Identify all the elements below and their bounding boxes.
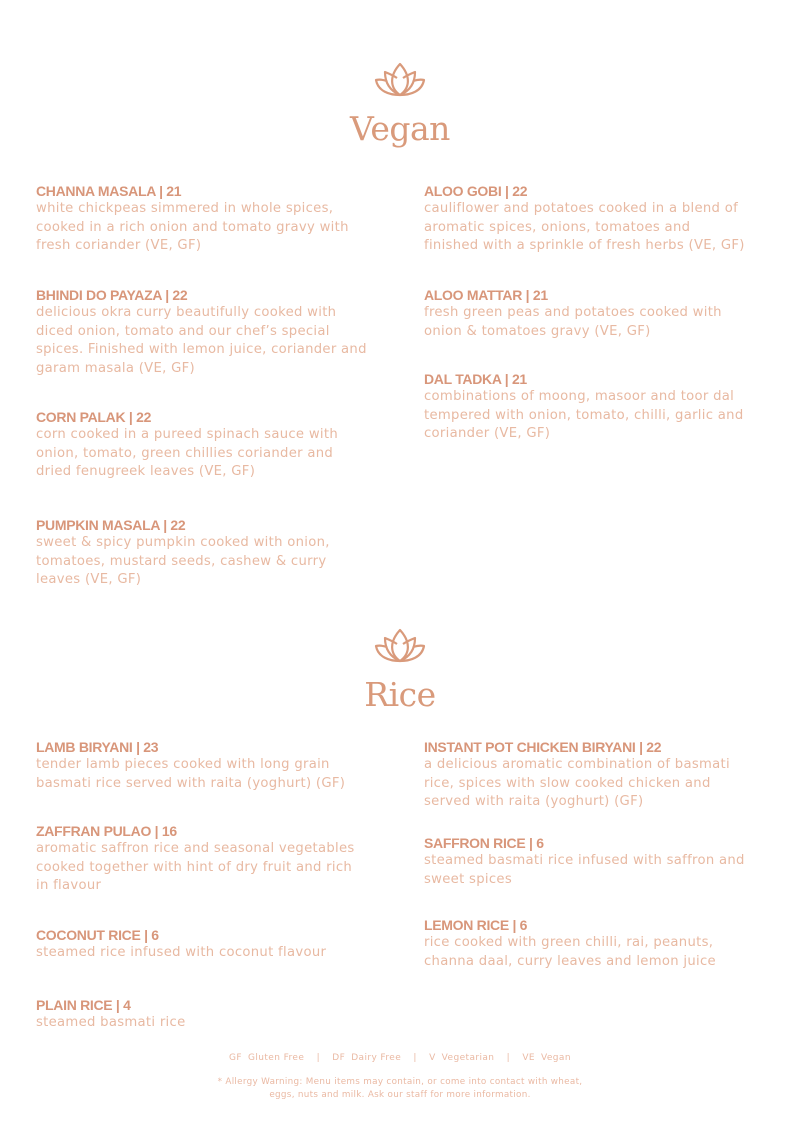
menu-item [36, 822, 396, 896]
dietary-legend [0, 1053, 800, 1063]
legend-label: Vegan [541, 1053, 571, 1063]
section-title: Rice [364, 675, 436, 714]
section-header-vegan [0, 58, 800, 148]
item-name: COCONUT RICE | 6 [36, 927, 159, 943]
menu-item [36, 926, 396, 963]
item-name: LEMON RICE | 6 [424, 917, 528, 933]
menu-item [36, 516, 396, 590]
item-description: corn cooked in a pureed spinach sauce with onion, tomato, green chillies coriander and dried fenugreek leaves (VE, GF) [36, 427, 339, 480]
item-description: tender lamb pieces cooked with long grain basmati rice served with raita (yoghurt) (GF) [36, 757, 346, 791]
menu-item [36, 286, 396, 379]
item-name: BHINDI DO PAYAZA | 22 [36, 287, 188, 303]
menu-item [424, 286, 784, 341]
item-description: steamed basmati rice infused with saffron and sweet spices [424, 853, 745, 887]
legend-label: Vegetarian [441, 1053, 495, 1063]
menu-item [36, 182, 396, 256]
item-description: steamed rice infused with coconut flavour [36, 945, 327, 960]
menu-item [36, 996, 396, 1033]
menu-item [424, 182, 784, 256]
item-description: delicious okra curry beautifully cooked with diced onion, tomato and our chef’s special spices. Finished with lemon juice, coriander and garam masala (VE, GF) [36, 305, 367, 377]
item-name: DAL TADKA | 21 [424, 371, 527, 387]
lotus-icon [373, 624, 427, 664]
legend-separator: | [506, 1053, 511, 1063]
legend-code: VE [522, 1053, 536, 1063]
allergy-warning: * Allergy Warning: Menu items may contain, or come into contact with wheat, eggs, nuts and milk. Ask our staff for more information. [217, 1077, 583, 1100]
menu-item [424, 738, 784, 812]
item-name: CHANNA MASALA | 21 [36, 183, 182, 199]
menu-item [424, 834, 784, 889]
item-name: PLAIN RICE | 4 [36, 997, 131, 1013]
menu-item [424, 370, 784, 444]
item-description: steamed basmati rice [36, 1015, 186, 1030]
item-name: SAFFRON RICE | 6 [424, 835, 544, 851]
legend-separator: | [316, 1053, 321, 1063]
legend-code: V [429, 1053, 436, 1063]
item-name: PUMPKIN MASALA | 22 [36, 517, 186, 533]
menu-item [36, 738, 396, 793]
item-name: LAMB BIRYANI | 23 [36, 739, 159, 755]
legend-label: Dairy Free [351, 1053, 402, 1063]
legend-separator: | [413, 1053, 417, 1063]
item-description: fresh green peas and potatoes cooked with onion & tomatoes gravy (VE, GF) [424, 305, 722, 339]
item-description: sweet & spicy pumpkin cooked with onion, tomatoes, mustard seeds, cashew & curry leaves (VE, GF) [36, 535, 330, 588]
menu-item [36, 408, 396, 482]
item-name: ALOO GOBI | 22 [424, 183, 528, 199]
section-header-rice [0, 624, 800, 714]
item-description: cauliflower and potatoes cooked in a blend of aromatic spices, onions, tomatoes and finished with a sprinkle of fresh herbs (VE, GF) [424, 201, 745, 254]
legend-code: GF [229, 1053, 242, 1063]
item-name: INSTANT POT CHICKEN BIRYANI | 22 [424, 739, 662, 755]
menu-item [424, 916, 784, 971]
item-name: ALOO MATTAR | 21 [424, 287, 548, 303]
item-description: white chickpeas simmered in whole spices, cooked in a rich onion and tomato gravy with fresh coriander (VE, GF) [36, 201, 349, 254]
lotus-icon [373, 58, 427, 98]
legend-label: Gluten Free [248, 1053, 305, 1063]
item-description: aromatic saffron rice and seasonal vegetables cooked together with hint of dry fruit and rich in flavour [36, 841, 355, 894]
legend-code: DF [332, 1053, 346, 1063]
section-title: Vegan [350, 109, 450, 148]
item-description: rice cooked with green chilli, rai, peanuts, channa daal, curry leaves and lemon juice [424, 935, 716, 969]
item-description: a delicious aromatic combination of basmati rice, spices with slow cooked chicken and served with raita (yoghurt) (GF) [424, 757, 730, 810]
item-description: combinations of moong, masoor and toor dal tempered with onion, tomato, chilli, garlic and coriander (VE, GF) [424, 389, 744, 442]
item-name: CORN PALAK | 22 [36, 409, 152, 425]
item-name: ZAFFRAN PULAO | 16 [36, 823, 177, 839]
